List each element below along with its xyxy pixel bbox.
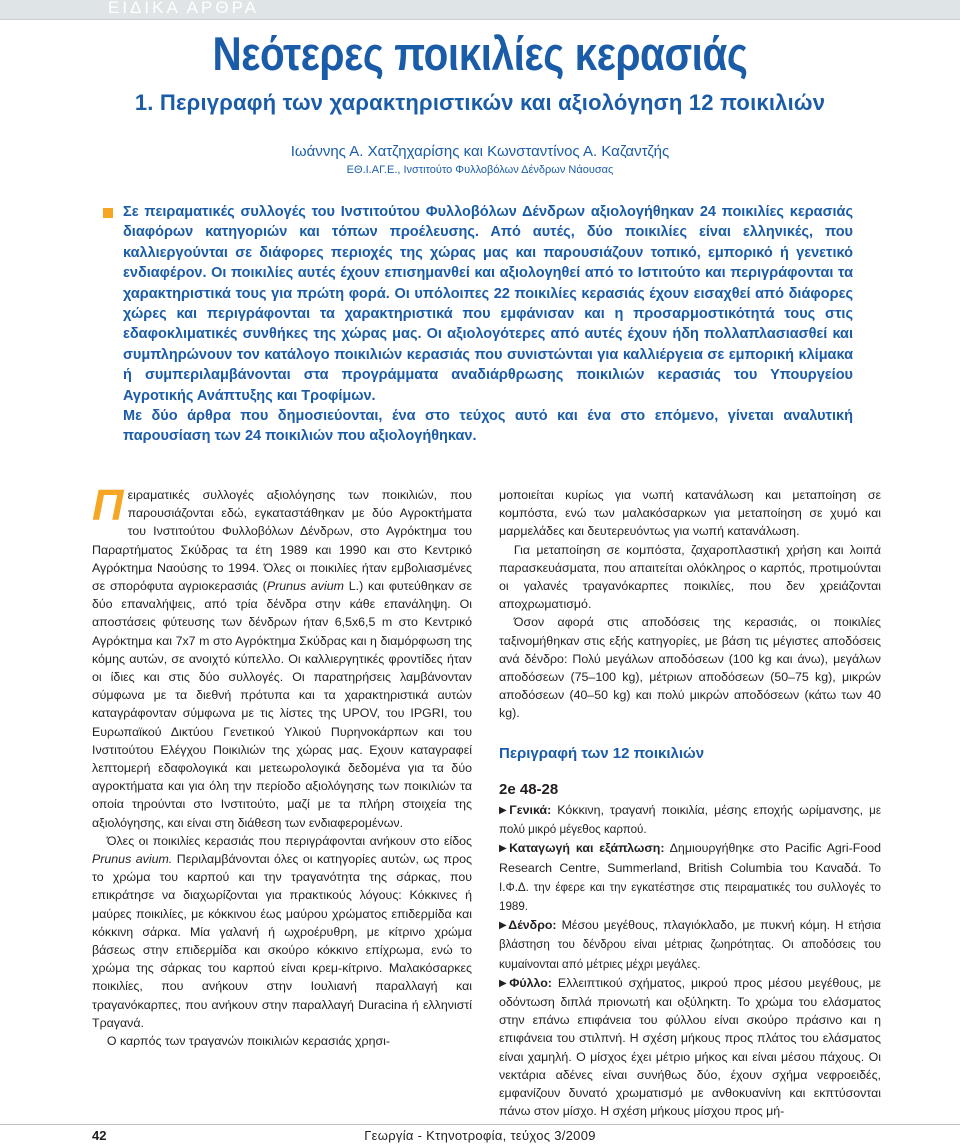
triangle-bullet-icon: ▶ — [499, 843, 510, 855]
body-paragraph: Πειραματικές συλλογές αξιολόγησης των ποικιλιών, που παρουσιάζονται εδώ, εγκαταστάθηκαν με δύο Αγροκτήματα του Ινστιτούτου Φυλλοβόλων Δένδρων, στο Αγρόκτημα του Παραρτήματος Σκύδρας τα έτη 1989 και 1990 και στο Κεντρικό Αγρόκτημα Ναούσης το 1994. Όλες οι ποικιλίες ήταν εμβολιασμένες σε σπορόφυτα αγριοκερασιάς (Prunus avium L.) και φυτεύθηκαν σε δύο επαναλήψεις, από τρία δένδρα στην κάθε επανάληψη. Οι αποστάσεις φύτευσης των δένδρων ήταν 6,5x6,5 m στο Κεντρικό Αγρόκτημα και 7x7 m στο Αγρόκτημα Σκύδρας και η διαμόρφωση της κόμης αυτών, σε ανοιχτό κύπελλο. Οι καλλιεργητικές φροντίδες ήταν οι ίδιες και στις δύο συλλογές. Οι παρατηρήσεις λαμβάνονταν σύμφωνα με τα διεθνή πρότυπα και τα χαρακτηριστικά αυτών καταγράφονταν σύμφωνα με τις λίστες της UPOV, του IPGRI, του Ευρωπαϊκού Δικτύου Γενετικού Υλικού Πυρηνοκάρπων και του Ινστιτούτου Ελέγχου Ποικιλιών της χώρας μας. Εχουν καταγραφεί λεπτομερή εδαφολογικά και μετεωρολογικά δεδομένα για τα δύο αγροκτήματα και για όλη την περίοδο αξιολόγησης των ποικιλιών τα οποία τηρούνται στο Ινστιτούτο, μαζί με τα πλήρη στοιχεία της αξιολόγησης, και είναι στη διάθεση των ενδιαφερομένων. — [92, 481, 472, 830]
body-paragraph: Όλες οι ποικιλίες κερασιάς που περιγράφονται ανήκουν στο είδος Prunus avium. Περιλαμβάνονται όλες οι κατηγορίες αυτών, ως προς το χρώμα του καρπού και την τραγανότητα της σάρκας, που επικράτησε να διαχωρίζονται για πρακτικούς λόγους: Κόκκινες ή μαύρες ποικιλίες, με κόκκινου έως μαύρου χρώματος επιδερμίδα και κόκκινη σάρκα. Μία γαλανή ή ωχροέρυθρη, με κίτρινο χρώμα βάσεως στην επιδερμίδα και σκούρο κόκκινο επίχρωμα, ενώ το χρώμα της σάρκας του καρπού είναι κρεμ-κίτρινο. Μαλακόσαρκες ποικιλίες, που ανήκουν στην Ιουλιανή παραλλαγή και τραγανόκαρπες, που ανήκουν στην παραλλαγή Duracina ή ελληνιστί Τραγανά. — [92, 833, 472, 1030]
left-column — [92, 481, 472, 1050]
section-label: ΕΙΔΙΚΑ ΑΡΘΡΑ — [108, 0, 259, 17]
right-column — [499, 486, 881, 1121]
lead-bullet-icon — [103, 208, 113, 218]
section-heading: Περιγραφή των 12 ποικιλιών — [499, 744, 705, 762]
spec-leaf: ▶Φύλλο: Ελλειπτικού σχήματος, μικρού προς μέσου μεγέθους, με οδόντωση διπλά πριονωτή και οξύληκτη. Το χρώμα του ελάσματος στην επάνω επιφάνεια του φύλλου είναι σκούρο πράσινο και η επιφάνεια του στιλπνή. Η σχέση μήκους προς πλάτος του ελάσματος είναι χαμηλή. Ο μίσχος έχει μέτριο μήκος και είναι μέσου πάχους. Οι νεκτάρια αδένες είναι συνήθως δύο, έχουν σχήμα νεφροειδές, εμφανίζουν δυνατό χρωματισμό με ανθοκυανίνη και εκπτύσονται πάνω στον μίσχο. Η σχέση μήκους μίσχου προς μή- — [499, 975, 881, 1119]
section-band — [0, 0, 960, 20]
triangle-bullet-icon: ▶ — [499, 920, 509, 932]
spec-origin: ▶Καταγωγή και εξάπλωση: Δημιουργήθηκε στο Pacific Agri-Food Research Centre, Summerland, British Columbia του Καναδά. Το Ι.Φ.Δ. την έφερε και την εγκατέστησε στις πειραματικές του συλλογές το 1989. — [499, 841, 881, 914]
article-subtitle: 1. Περιγραφή των χαρακτηριστικών και αξιολόγηση 12 ποικιλιών — [134, 90, 826, 115]
drop-cap: Π — [92, 481, 124, 530]
journal-name: Γεωργία - Κτηνοτροφία, τεύχος 3/2009 — [364, 1128, 596, 1143]
variety-code: 2e 48-28 — [499, 780, 559, 798]
spec-general: ▶Γενικά: Κόκκινη, τραγανή ποικιλία, μέσης εποχής ωρίμανσης, με πολύ μικρό μέγεθος καρπού. — [499, 803, 881, 837]
triangle-bullet-icon: ▶ — [499, 805, 510, 817]
lead-paragraph-2: Με δύο άρθρα που δημοσιεύονται, ένα στο τεύχος αυτό και ένα στο επόμενο, γίνεται αναλυτική παρουσίαση των 24 ποικιλιών που αξιολογήθηκαν. — [123, 408, 853, 445]
affiliation: ΕΘ.Ι.ΑΓ.Ε., Ινστιτούτο Φυλλοβόλων Δένδρων Νάουσας — [346, 164, 614, 176]
body-paragraph: Όσον αφορά στις αποδόσεις της κερασιάς, οι ποικιλίες ταξινομήθηκαν στις εξής κατηγορίες, με βάση τις μέγιστες αποδόσεις ανά δένδρο: Πολύ μεγάλων αποδόσεων (100 kg και άνω), μεγάλων αποδόσεων (75–100 kg), μέτριων αποδόσεων (50–75 kg), μικρών αποδόσεων (40–50 kg) και πολύ μικρών αποδόσεων (κάτω των 40 kg). — [499, 615, 881, 721]
body-paragraph: μοποιείται κυρίως για νωπή κατανάλωση και μεταποίηση σε κομπόστα, ενώ των μαλακόσαρκων για μεταποίηση σε χυμό και μαρμελάδες και δευτερευόντως για νωπή κατανάλωση. — [499, 488, 881, 539]
article-title: Νεότερες ποικιλίες κερασιάς — [212, 27, 748, 80]
spec-tree: ▶Δένδρο: Μέσου μεγέθους, πλαγιόκλαδο, με πυκνή κόμη. Η ετήσια βλάστηση του δένδρου είναι μέτριας ζωηρότητας. Οι αποδόσεις του κυμαίνονται από μέτριες μέχρι μεγάλες. — [499, 918, 881, 971]
lead-paragraph: Σε πειραματικές συλλογές του Ινστιτούτου Φυλλοβόλων Δένδρων αξιολογήθηκαν 24 ποικιλίες κερασιάς διαφόρων κατηγοριών και τόπων προέλευσης. Από αυτές, δύο ποικιλίες είναι ελληνικές, που καλλιεργούνται σε διάφορες περιοχές της χώρας μας και παρουσιάζουν τοπικό, εμπορικό ή γενετικό ενδιαφέρον. Οι ποικιλίες αυτές έχουν επισημανθεί και αξιολογηθεί από το Ιστιτούτο και περιγράφονται τα χαρακτηριστικά τους για πρώτη φορά. Οι υπόλοιπες 22 ποικιλίες κερασιάς έχουν εισαχθεί από διάφορες χώρες και περιγράφονται τα χαρακτηριστικά που εμφάνισαν και η προσαρμοστικότητά τους στις εδαφοκλιματικές συνθήκες της χώρας μας. Οι αξιολογότερες από αυτές έχουν ήδη πολλαπλασιασθεί και συμπληρώνουν τον κατάλογο ποικιλιών κερασιάς που συνιστώνται για καλλιέργεια σε εμπορική κλίμακα ή συμπεριλαμβάνονται στα προγράμματα αναδιάρθρωσης ποικιλιών κερασιάς του Υπουργείου Αγροτικής Ανάπτυξης και Τροφίμων. — [123, 204, 853, 404]
lead-abstract — [123, 202, 853, 447]
page-number: 42 — [92, 1128, 107, 1143]
footer-rule — [0, 1124, 960, 1125]
authors: Ιωάννης Α. Χατζηχαρίσης και Κωνσταντίνος Α. Καζαντζής — [290, 143, 670, 160]
triangle-bullet-icon: ▶ — [499, 977, 510, 989]
body-paragraph: Για μεταποίηση σε κομπόστα, ζαχαροπλαστική χρήση και λοιπά παρασκευάσματα, που απαιτείται ολόκληρος ο καρπός, προτιμούνται οι γαλανές τραγανόκαρπες ποικιλίες, που δεν χρειάζονται αποχρωματισμό. — [499, 542, 881, 612]
body-paragraph: Ο καρπός των τραγανών ποικιλιών κερασιάς χρησι- — [106, 1034, 390, 1049]
